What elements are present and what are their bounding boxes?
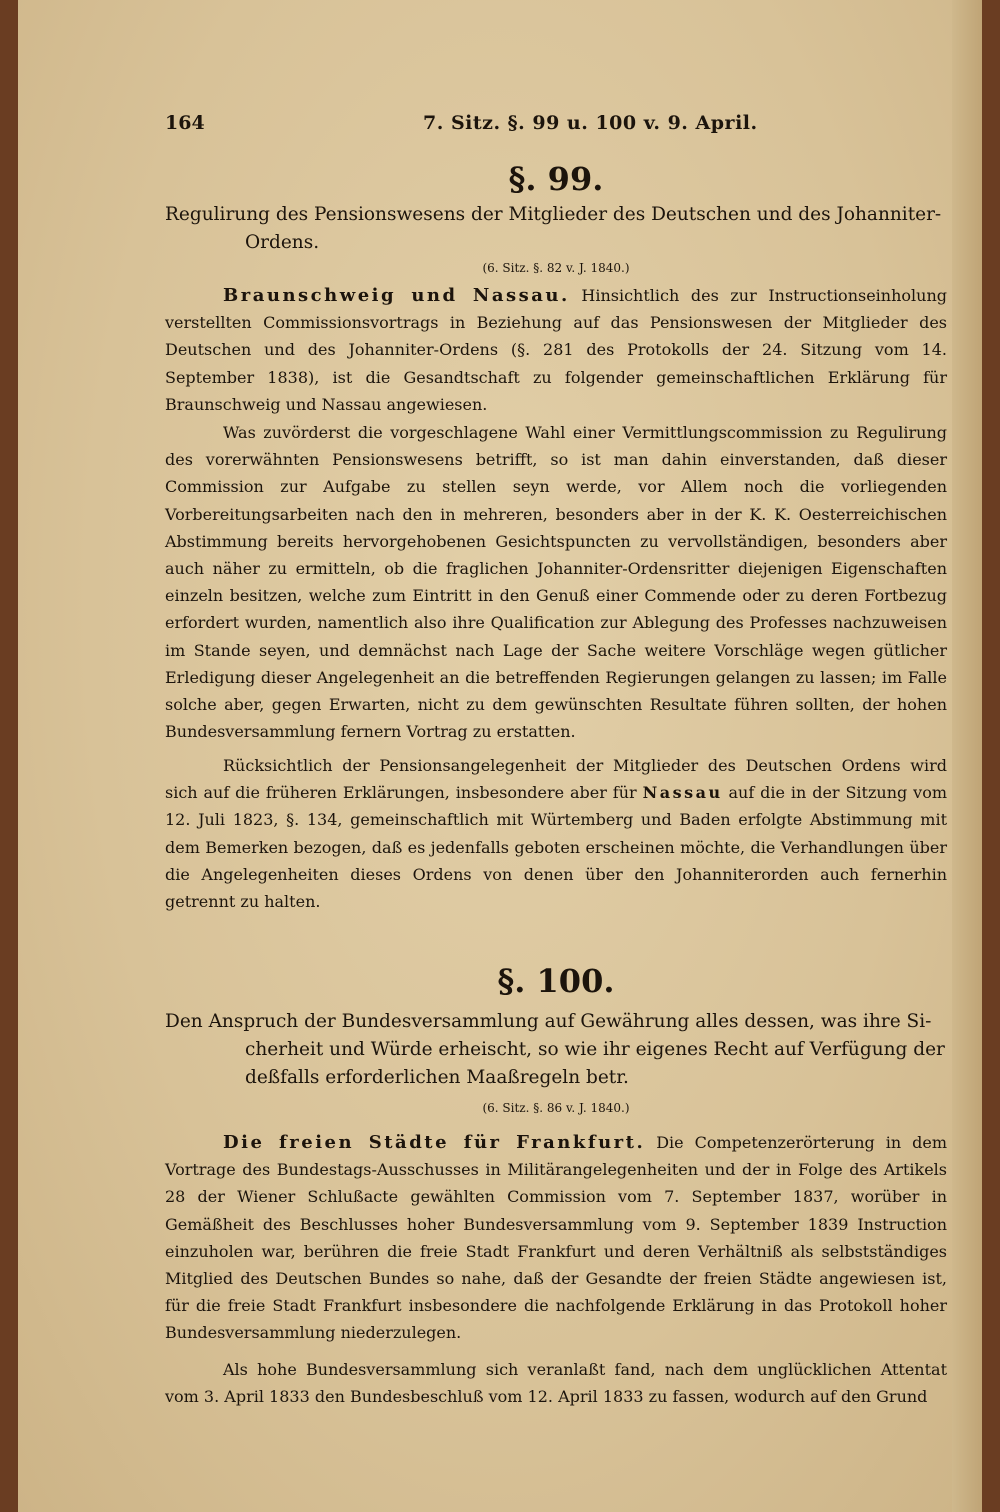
section-100-heading: §. 100. [497, 962, 615, 1000]
page-edge [952, 0, 982, 1512]
section-100-title-line3: deßfalls erforderlichen Maaßregeln betr. [245, 1067, 629, 1088]
page-number: 164 [165, 112, 205, 134]
section-99-paragraph-2: Was zuvörderst die vorgeschlagene Wahl einer Vermittlungscommission zu Regulirung des vorerwähnten Pensionswesens betrifft, so ist man dahin einverstanden, daß dieser Commission zur Aufgabe zu stellen seyn werde, vor Allem noch die vorliegenden Vorbereitungsarbeiten nach den in mehreren, besonders aber in der K. K. Oesterreichischen Abstimmung bereits hervorgehobenen Gesichtspuncten zu vervollständigen, besonders aber auch näher zu ermitteln, ob die fraglichen Johanniter-Ordensritter diejenigen Eigenschaften einzeln besitzen, welche zum Eintritt in den Genuß einer Commende oder zu deren Fortbezug erfordert wurden, namentlich also ihre Qualification zur Ablegung des Professes nachzuweisen im Stande seyen, und demnächst nach Lage der Sache weitere Vorschläge wegen gütlicher Erledigung dieser Angelegenheit an die betreffenden Regierungen gelangen zu lassen; im Falle solche aber, gegen Erwarten, nicht zu dem gewünschten Resultate führen sollten, der hohen Bundesversammlung fernern Vortrag zu erstatten. [165, 423, 947, 742]
section-100-p1-lead: Die freien Städte für Frankfurt. [223, 1132, 646, 1153]
section-99-reference: (6. Sitz. §. 82 v. J. 1840.) [482, 261, 630, 275]
section-100-title [165, 1008, 947, 1092]
running-header [165, 112, 947, 142]
section-99-p1-body: Hinsichtlich des zur Instructionseinholung verstellten Commissionsvortrags in Beziehung auf das Pensionswesen der Mitglieder des Deutschen und des Johanniter-Ordens (§. 281 des Protokolls der 24. Sitzung vom 14. September 1838), ist die Gesandtschaft zu folgender gemeinschaftlichen Erklärung für Braunschweig und Nassau angewiesen. [165, 286, 947, 414]
section-99-p1-lead: Braunschweig und Nassau. [223, 285, 570, 306]
section-99-paragraph-3 [165, 752, 947, 915]
section-99-p3-a: Rücksichtlich der Pensionsangelegenheit der Mitglieder des Deutschen Ordens wird sich auf die früheren Erklärungen, insbesondere aber für [165, 756, 947, 803]
section-100-p1-body: Die Competenzerörterung in dem Vortrage des Bundestags-Ausschusses in Militärangelegenheiten und der in Folge des Artikels 28 der Wiener Schlußacte gewählten Commission vom 7. September 1837, worüber in Gemäßheit des Beschlusses hoher Bundesversammlung vom 9. September 1839 Instruction einzuholen war, berühren die freie Stadt Frankfurt und deren Verhältniß als selbstständiges Mitglied des Deutschen Bundes so nahe, daß der Gesandte der freien Städte angewiesen ist, für die freie Stadt Frankfurt insbesondere die nachfolgende Erklärung in das Protokoll hoher Bundesversammlung niederzulegen. [165, 1133, 947, 1343]
section-99-title-line2: Ordens. [245, 232, 320, 253]
section-99-heading: §. 99. [508, 160, 604, 198]
section-100-reference: (6. Sitz. §. 86 v. J. 1840.) [482, 1101, 630, 1115]
section-100-title-line2: cherheit und Würde erheischt, so wie ihr eigenes Recht auf Verfügung der [245, 1039, 945, 1060]
section-99-p3-em: Nassau [642, 783, 723, 803]
section-99-title-line1: Regulirung des Pensionswesens der Mitglieder des Deutschen und des Johanniter- [165, 204, 942, 225]
section-100-paragraph-1 [165, 1129, 947, 1347]
section-100-paragraph-2: Als hohe Bundesversammlung sich veranlaßt fand, nach dem unglücklichen Attentat vom 3. April 1833 den Bundesbeschluß vom 12. April 1833 zu fassen, wodurch auf den Grund [165, 1360, 947, 1407]
section-99-paragraph-1 [165, 282, 947, 418]
section-99-title [165, 201, 947, 257]
section-100-title-line1: Den Anspruch der Bundesversammlung auf Gewährung alles dessen, was ihre Si- [165, 1011, 932, 1032]
running-title: 7. Sitz. §. 99 u. 100 v. 9. April. [423, 112, 758, 134]
section-99-p3-b: auf die in der Sitzung vom 12. Juli 1823, §. 134, gemeinschaftlich mit Würtemberg und Baden erfolgte Abstimmung mit dem Bemerken bezogen, daß es jedenfalls geboten erscheinen möchte, die Verhandlungen über die Angelegenheiten dieses Ordens von denen über den Johanniterorden auch fernerhin getrennt zu halten. [165, 783, 947, 912]
